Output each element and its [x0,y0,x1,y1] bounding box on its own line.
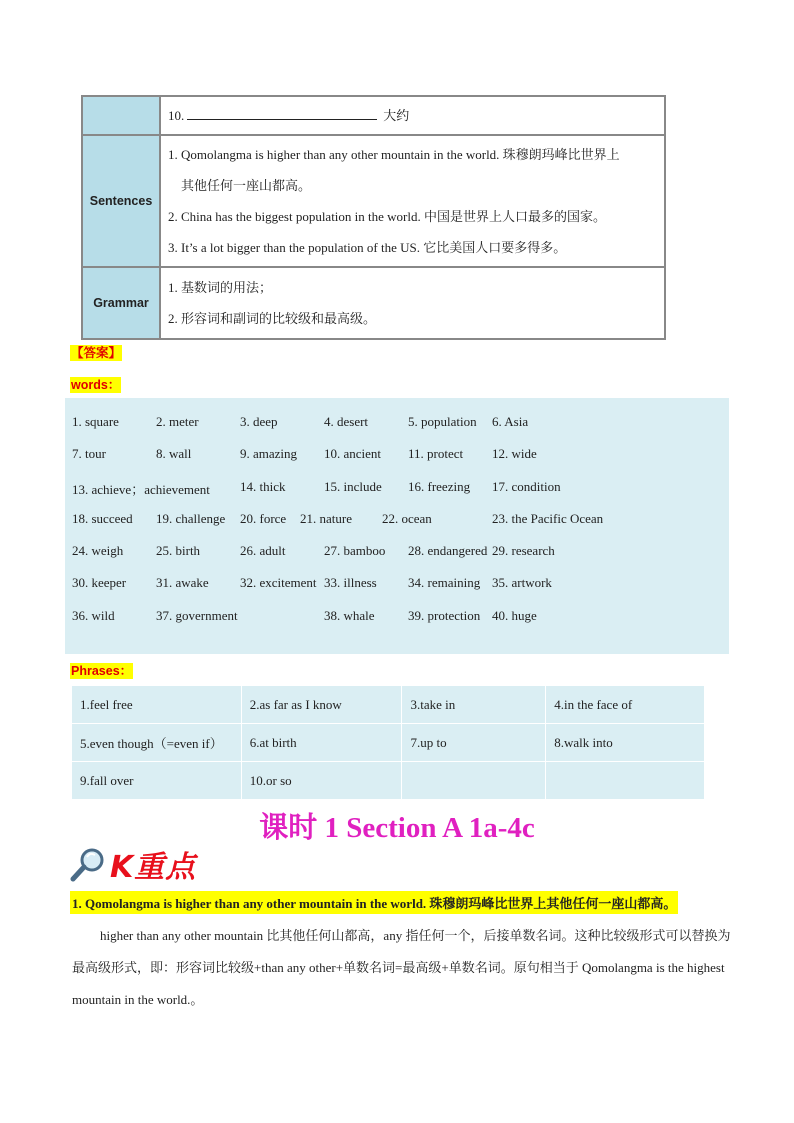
word-item: 2. meter [156,414,199,429]
word-item: 34. remaining [408,575,481,591]
words-tag: words： [71,378,121,392]
word-item: 10. ancient [324,446,382,462]
word-item: 39. protection [408,607,481,623]
key-points-logo [70,845,240,883]
key-points-text: K重点 [110,850,197,885]
phrases-tag-wrap [70,661,133,680]
word-item: 38. whale [324,607,375,623]
sentence-2: 2. China has the biggest population in the world. 中国是世界上人口最多的国家。 [168,209,606,224]
word-item: 28. endangered [408,543,488,559]
word-item: 33. illness [324,575,377,591]
sentence-1a: 1. Qomolangma is higher than any other mountain in the world. 珠穆朗玛峰比世界上 [168,147,620,162]
key-point-1-title: 1. Qomolangma is higher than any other mountain in the world. 珠穆朗玛峰比世界上其他任何一座山都高。 [70,891,678,914]
word-item: 25. birth [156,543,201,559]
lesson-title: 课时 1 Section A 1a-4c [259,812,535,844]
key-point-1-text: higher than any other mountain 比其他任何山都高，any 指任何一个，后接单数名词。这种比较级形式可以替换为最高级形式，即：形容词比较级+than any other+单数名词=最高级+单数名词。原句相当于 Qomolangma is the highest mountain in the world.。 [72,928,731,1007]
words-box [65,398,729,654]
sentence-1b: 其他任何一座山都高。 [181,178,312,193]
answer-tag-wrap [70,343,122,362]
sentence-3: 3. It’s a lot bigger than the population of the US. 它比美国人口要多得多。 [168,240,567,255]
word-item: 17. condition [492,478,561,494]
answer-blank [187,105,377,120]
phrase-cell: 8.walk into [546,724,705,762]
word-item: 5. population [408,414,477,429]
grammar-1: 1. 基数词的用法； [168,280,273,295]
word-item: 18. succeed [72,510,133,526]
word-item: 30. keeper [72,575,127,591]
word-item: 36. wild [72,607,115,623]
phrase-cell [402,762,546,800]
phrases-table [71,685,705,800]
word-item: 37. government [156,607,238,623]
phrase-cell [546,762,705,800]
phrase-cell: 7.up to [402,724,546,762]
word-item: 21. nature [300,510,352,526]
word-item: 19. challenge [156,510,226,526]
word-item: 7. tour [72,446,106,462]
words-tag-wrap [70,375,121,394]
word-item: 14. thick [240,478,286,494]
word-item: 6. Asia [492,414,529,429]
phrase-cell: 1.feel free [72,686,242,724]
sentences-header: Sentences [82,135,160,267]
word-item: 29. research [492,543,555,559]
word-item: 24. weigh [72,543,124,559]
phrases-tag: Phrases： [71,664,133,678]
word-item: 35. artwork [492,575,552,591]
word-item: 11. protect [408,446,464,462]
grammar-cell [160,267,665,339]
word-item: 22. ocean [382,510,432,526]
word-item: 16. freezing [408,478,471,494]
item-number: 10. [168,108,185,123]
word-item: 40. huge [492,607,537,623]
phrase-cell: 6.at birth [241,724,402,762]
phrases-row [72,686,705,724]
phrases-row [72,762,705,800]
phrases-row [72,724,705,762]
row-10 [160,96,665,135]
item-meaning: 大约 [383,108,410,123]
word-item: 1. square [72,414,119,429]
phrase-cell: 9.fall over [72,762,242,800]
grammar-2: 2. 形容词和副词的比较级和最高级。 [168,311,377,326]
word-item: 8. wall [156,446,192,462]
word-item: 27. bamboo [324,543,386,559]
word-item: 32. excitement [240,575,317,591]
grammar-header: Grammar [82,267,160,339]
word-item: 26. adult [240,543,286,559]
word-item: 31. awake [156,575,209,591]
word-item: 4. desert [324,414,369,429]
word-item: 13. achieve；achievement [72,481,210,497]
answer-tag: 【答案】 [71,346,122,360]
word-item: 3. deep [240,414,278,429]
sentences-cell [160,135,665,267]
word-item: 15. include [324,478,382,494]
phrase-cell: 5.even though（=even if） [72,724,242,762]
key-point-1-body [72,920,732,1016]
word-item: 9. amazing [240,446,298,462]
row-header-empty [82,96,160,135]
word-item: 20. force [240,510,287,526]
word-item: 12. wide [492,446,537,462]
phrase-cell: 4.in the face of [546,686,705,724]
phrase-cell: 10.or so [241,762,402,800]
phrase-cell: 3.take in [402,686,546,724]
summary-table [81,95,666,340]
word-item: 23. the Pacific Ocean [492,510,604,526]
phrase-cell: 2.as far as I know [241,686,402,724]
